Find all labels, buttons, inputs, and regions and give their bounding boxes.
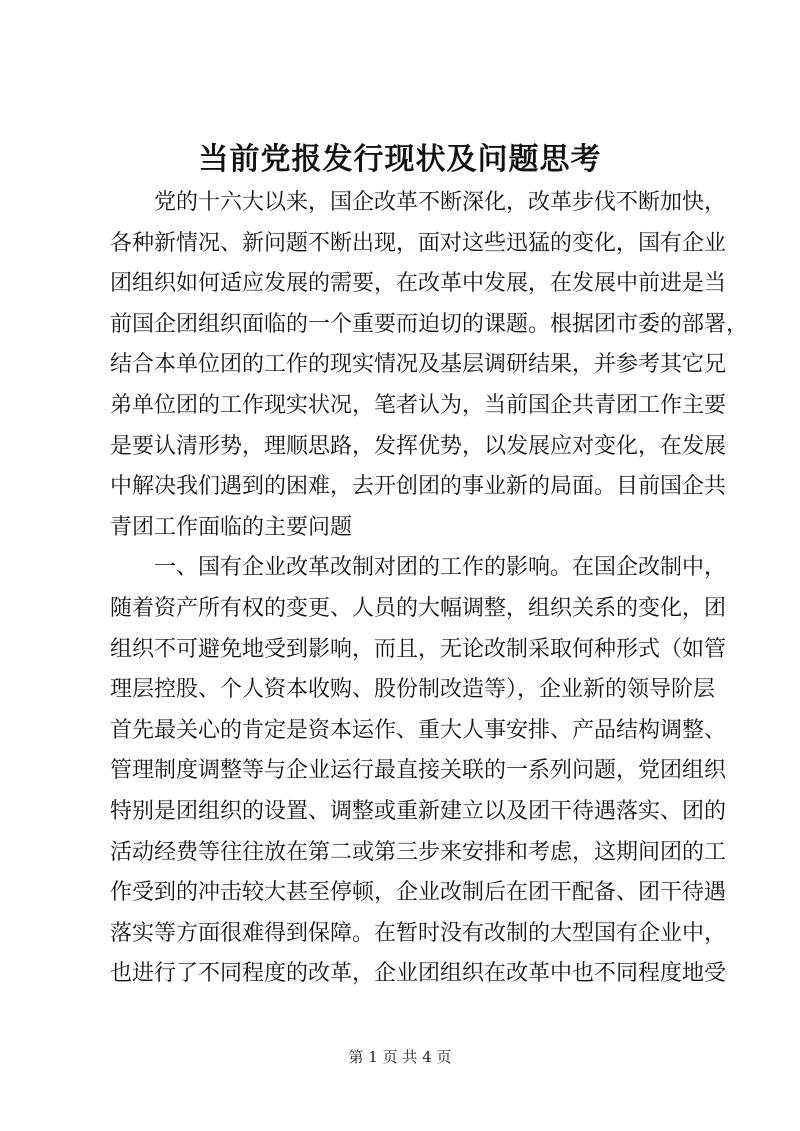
document-title: 当前党报发行现状及问题思考 bbox=[198, 142, 602, 177]
text-line: 管理制度调整等与企业运行最直接关联的一系列问题，党团组织 bbox=[110, 758, 727, 784]
text-line: 弟单位团的工作现实状况，笔者认为，当前国企共青团工作主要 bbox=[110, 392, 727, 418]
page-footer: 第 1 页 共 4 页 bbox=[348, 1048, 452, 1066]
text-line: 组织不可避免地受到影响，而且，无论改制采取何种形式（如管 bbox=[110, 636, 727, 662]
paragraph-2 bbox=[110, 548, 727, 995]
text-line: 也进行了不同程度的改革，企业团组织在改革中也不同程度地受 bbox=[110, 961, 727, 987]
text-line: 党的十六大以来，国企改革不断深化，改革步伐不断加快， bbox=[154, 190, 727, 215]
text-line: 特别是团组织的设置、调整或重新建立以及团干待遇落实、团的 bbox=[110, 798, 727, 824]
text-line: 理层控股、个人资本收购、股份制改造等），企业新的领导阶层 bbox=[110, 677, 716, 703]
text-line: 各种新情况、新问题不断出现，面对这些迅猛的变化，国有企业 bbox=[110, 230, 727, 256]
text-line: 结合本单位团的工作的现实情况及基层调研结果，并参考其它兄 bbox=[110, 352, 727, 378]
text-line: 一、国有企业改革改制对团的工作的影响。在国企改制中， bbox=[154, 555, 727, 581]
text-line: 随着资产所有权的变更、人员的大幅调整，组织关系的变化，团 bbox=[110, 595, 727, 621]
text-line: 是要认清形势，理顺思路，发挥优势，以发展应对变化，在发展 bbox=[110, 433, 727, 459]
text-line: 前国企团组织面临的一个重要而迫切的课题。根据团市委的部署， bbox=[110, 311, 749, 337]
text-line: 落实等方面很难得到保障。在暂时没有改制的大型国有企业中， bbox=[110, 920, 727, 946]
text-line: 活动经费等往往放在第二或第三步来安排和考虑，这期间团的工 bbox=[110, 839, 727, 865]
text-line: 青团工作面临的主要问题 bbox=[110, 514, 353, 540]
text-line: 团组织如何适应发展的需要，在改革中发展，在发展中前进是当 bbox=[110, 271, 727, 297]
document-body bbox=[110, 183, 749, 995]
paragraph-1 bbox=[110, 183, 749, 548]
text-line: 中解决我们遇到的困难，去开创团的事业新的局面。目前国企共 bbox=[110, 474, 727, 500]
text-line: 作受到的冲击较大甚至停顿，企业改制后在团干配备、团干待遇 bbox=[110, 880, 727, 906]
text-line: 首先最关心的肯定是资本运作、重大人事安排、产品结构调整、 bbox=[110, 717, 727, 743]
